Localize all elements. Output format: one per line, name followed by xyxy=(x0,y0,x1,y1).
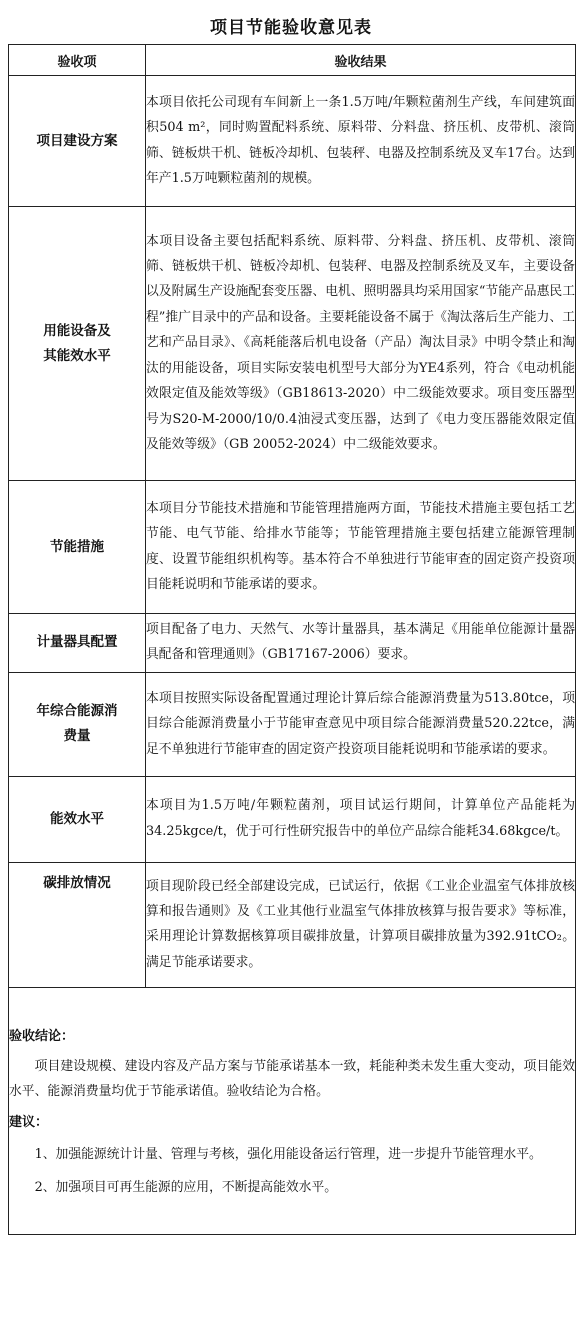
row-result xyxy=(146,481,576,614)
table-row xyxy=(9,672,576,776)
row-label xyxy=(9,672,146,776)
table-row xyxy=(9,481,576,614)
row-label-text: 年综合能源消费量 xyxy=(36,703,118,745)
conclusion-row xyxy=(9,987,576,1234)
row-label: 项目建设方案 xyxy=(9,76,146,207)
row-label: 节能措施 xyxy=(9,481,146,614)
header-result: 验收结果 xyxy=(146,45,576,76)
row-label-text: 用能设备及其能效水平 xyxy=(43,322,111,364)
row-result-text: 项目配备了电力、天然气、水等计量器具，基本满足《用能单位能源计量器具配备和管理通则》（GB17167-2006）要求。 xyxy=(146,622,575,663)
row-result-text: 本项目依托公司现有车间新上一条1.5万吨/年颗粒菌剂生产线，车间建筑面积504 m²，同时购置配料系统、原料带、分料盘、挤压机、皮带机、滚筒筛、链板烘干机、链板冷却机、包装秤、电器及控制系统及叉车17台。达到年产1.5万吨颗粒菌剂的规模。 xyxy=(146,94,575,186)
header-item: 验收项 xyxy=(9,45,146,76)
row-label: 计量器具配置 xyxy=(9,614,146,673)
page-title: 项目节能验收意见表 xyxy=(210,18,372,38)
row-label xyxy=(9,207,146,481)
row-result xyxy=(146,862,576,987)
row-result xyxy=(146,672,576,776)
conclusion-text: 项目建设规模、建设内容及产品方案与节能承诺基本一致，耗能种类未发生重大变动，项目能效水平、能源消费量均优于节能承诺值。验收结论为合格。 xyxy=(9,1058,575,1099)
row-result xyxy=(146,207,576,481)
row-result xyxy=(146,614,576,673)
table-row xyxy=(9,614,576,673)
row-result-text: 本项目分节能技术措施和节能管理措施两方面，节能技术措施主要包括工艺节能、电气节能、给排水节能等；节能管理措施主要包括建立能源管理制度、设置节能组织机构等。基本符合不单独进行节能审查的固定资产投资项目能耗说明和节能承诺的要求。 xyxy=(146,500,575,592)
row-result-text: 本项目为1.5万吨/年颗粒菌剂，项目试运行期间，计算单位产品能耗为34.25kgce/t，优于可行性研究报告中的单位产品综合能耗34.68kgce/t。 xyxy=(146,798,575,839)
row-label: 碳排放情况 xyxy=(9,862,146,987)
row-result-text: 项目现阶段已经全部建设完成，已试运行，依据《工业企业温室气体排放核算和报告通则》及《工业其他行业温室气体排放核算与报告要求》等标准，采用理论计算数据核算项目碳排放量，计算项目碳排放量为392.91tCO₂。满足节能承诺要求。 xyxy=(146,878,575,970)
conclusion-cell xyxy=(9,987,576,1234)
table-row xyxy=(9,862,576,987)
table-row xyxy=(9,776,576,862)
conclusion-heading: 验收结论： xyxy=(9,1028,75,1044)
table-row xyxy=(9,76,576,207)
row-label: 能效水平 xyxy=(9,776,146,862)
table-header-row xyxy=(9,45,576,76)
suggestion-item: 1、加强能源统计计量、管理与考核，强化用能设备运行管理，进一步提升节能管理水平。 xyxy=(34,1146,542,1162)
suggestion-item: 2、加强项目可再生能源的应用，不断提高能效水平。 xyxy=(34,1179,338,1195)
acceptance-table xyxy=(8,44,576,1235)
row-result xyxy=(146,776,576,862)
row-result xyxy=(146,76,576,207)
row-result-text: 本项目设备主要包括配料系统、原料带、分料盘、挤压机、皮带机、滚筒筛、链板烘干机、链板冷却机、包装秤、电器及控制系统及叉车，主要设备以及附属生产设施配套变压器、电机、照明器具均采用国家“节能产品惠民工程”推广目录中的产品和设备。主要耗能设备不属于《淘汰落后生产能力、工艺和产品目录》、《高耗能落后机电设备（产品）淘汰目录》中明令禁止和淘汰的用能设备，项目实际安装电机型号大部分为YE4系列，符合《电动机能效限定值及能效等级》（GB18613-2020）中二级能效要求。项目变压器型号为S20-M-2000/10/0.4油浸式变压器，达到了《电力变压器能效限定值及能效等级》（GB 20052-2024）中二级能效要求。 xyxy=(146,233,575,452)
suggestions-heading: 建议： xyxy=(9,1114,49,1130)
table-row xyxy=(9,207,576,481)
row-result-text: 本项目按照实际设备配置通过理论计算后综合能源消费量为513.80tce，项目综合能源消费量小于节能审查意见中项目综合能源消费量520.22tce，满足不单独进行节能审查的固定资产投资项目能耗说明和节能承诺的要求。 xyxy=(146,690,575,757)
